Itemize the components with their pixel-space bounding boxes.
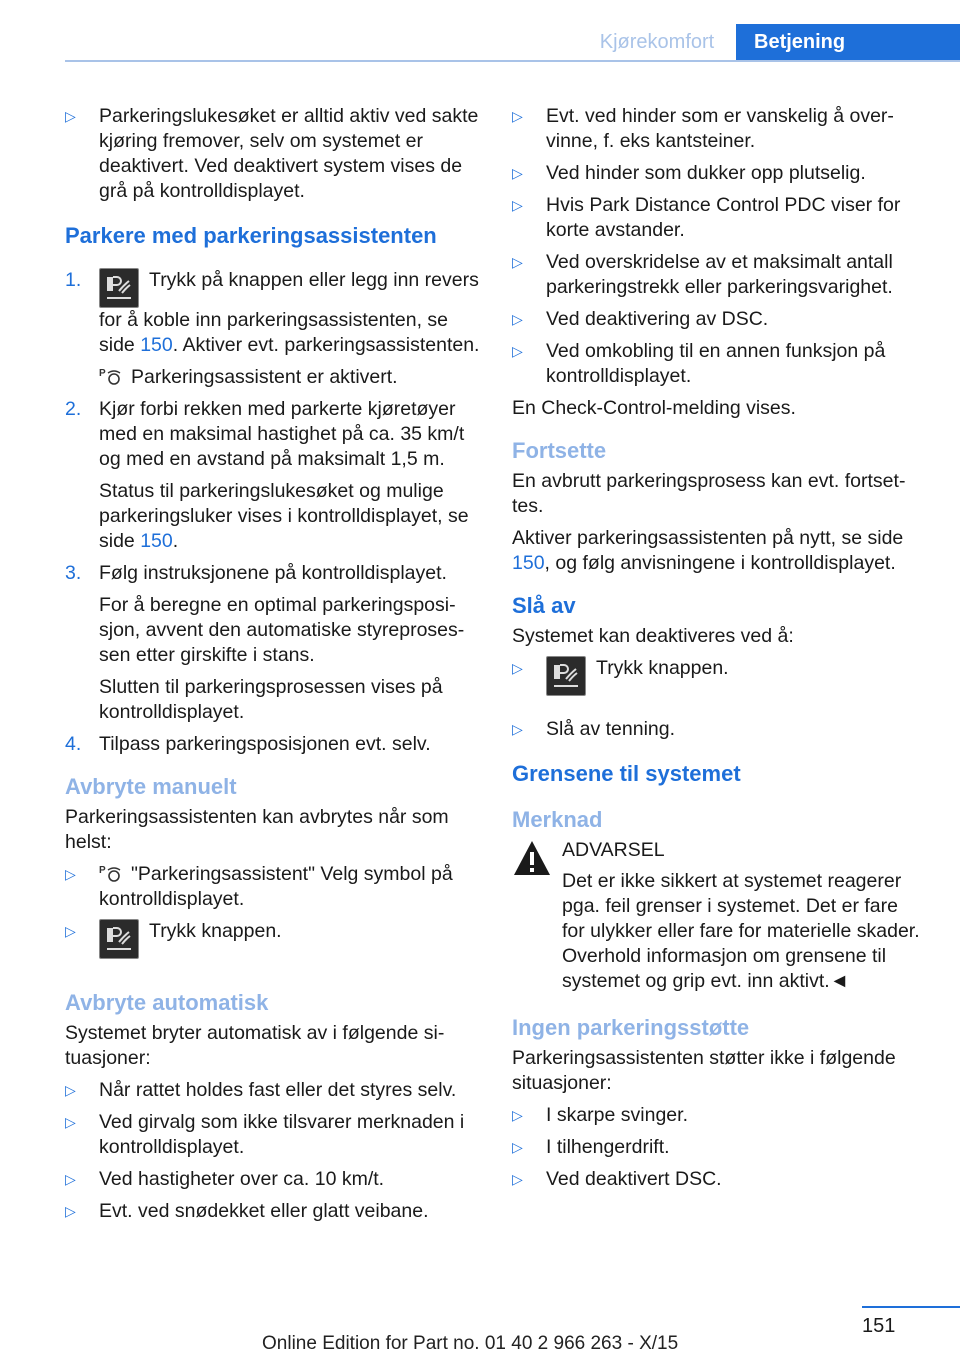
manual-list <box>65 862 480 973</box>
step-4: 4. Tilpass parkeringsposisjonen evt. selv. <box>65 733 431 755</box>
step-2: 2. Kjør forbi rekken med parkerte kjøretøyer med en maksimal hastighet på ca. 35 km/t og med en avstand på maksimalt 1,5 m. Status til parkeringslukesøket og mulige parkeringsluker vises i kontrolldisplayet, se side 150. <box>65 398 469 552</box>
triangle-bullet-icon: ▷ <box>512 311 523 327</box>
auto-intro: Systemet bryter automatisk av i følgende situasjoner: <box>65 1022 445 1069</box>
warning-text: Det er ikke sikkert at systemet reagerer pga. feil grenser i systemet. Det er fare for ulykker eller fare for materielle skader. Overhold informasjon om grensene til systemet og grip evt. inn aktivt.◄ <box>562 870 920 992</box>
svg-text:P: P <box>99 865 106 876</box>
step-1-status: P Parkeringsassistent er aktivert. <box>99 366 398 388</box>
triangle-bullet-icon: ▷ <box>65 1114 76 1130</box>
list-item: ▷ Ved hastigheter over ca. 10 km/t. <box>65 1168 385 1190</box>
heading-limits: Grensene til systemet <box>512 761 741 786</box>
heading-off: Slå av <box>512 593 576 618</box>
list-item: ▷ Slå av tenning. <box>512 718 676 740</box>
manual-intro: Parkeringsassistenten kan avbrytes når som helst: <box>65 806 449 853</box>
triangle-bullet-icon: ▷ <box>512 197 523 213</box>
triangle-bullet-icon: ▷ <box>512 1107 523 1123</box>
park-assist-button-icon <box>99 919 139 959</box>
footer-divider <box>862 1306 960 1308</box>
heading-note: Merknad <box>512 807 603 832</box>
auto-list-continued <box>512 104 922 389</box>
triangle-bullet-icon: ▷ <box>512 343 523 359</box>
heading-auto: Avbryte automatisk <box>65 990 269 1015</box>
triangle-bullet-icon: ▷ <box>512 1171 523 1187</box>
list-item: ▷ Trykk knappen. <box>512 656 922 710</box>
triangle-bullet-icon: ▷ <box>65 1171 76 1187</box>
list-item: ▷ Trykk knappen. <box>65 919 480 973</box>
triangle-bullet-icon: ▷ <box>65 108 76 124</box>
left-column <box>65 104 480 1231</box>
header-section: Kjørekomfort <box>599 31 715 53</box>
triangle-bullet-icon: ▷ <box>65 1203 76 1219</box>
heading-park: Parkere med parkeringsassistenten <box>65 223 437 248</box>
page-link[interactable]: 150 <box>140 530 173 552</box>
page-link[interactable]: 150 <box>512 552 545 574</box>
list-item: ▷ Evt. ved snødekket eller glatt veibane. <box>65 1200 429 1222</box>
heading-manual: Avbryte manuelt <box>65 774 237 799</box>
warning-block <box>512 838 922 882</box>
header-divider <box>65 60 960 62</box>
heading-continue: Fortsette <box>512 438 607 463</box>
check-control-note: En Check-Control-melding vises. <box>512 397 796 419</box>
page-link[interactable]: 150 <box>140 334 173 356</box>
list-item: ▷ I tilhengerdrift. <box>512 1136 670 1158</box>
list-item: ▷ Evt. ved hinder som er vanskelig å overvinne, f. eks kantsteiner. <box>512 105 894 152</box>
header-chapter-tab: Betjening <box>736 24 960 60</box>
warning-title: ADVARSEL <box>562 839 665 861</box>
list-item: ▷ Ved omkobling til en annen funksjon på kontrolldisplayet. <box>512 340 886 387</box>
triangle-bullet-icon: ▷ <box>512 1139 523 1155</box>
step-1: 1. Trykk på knappen eller legg inn revers for å koble inn parkeringsassistenten, se side 150. Aktiver evt. parkeringsassistenten. P Parkeringsassistent er aktivert. <box>65 269 480 388</box>
list-item: ▷ Ved deaktivering av DSC. <box>512 308 769 330</box>
off-list <box>512 656 922 742</box>
triangle-bullet-icon: ▷ <box>512 254 523 270</box>
triangle-bullet-icon: ▷ <box>65 866 76 882</box>
step-3: 3. Følg instruksjonene på kontrolldisplayet. For å beregne en optimal parkeringsposisjon, avvent den automatiske styreprosessen etter girskifte i stans. Slutten til parkeringsprosessen vises på kontrolldisplayet. <box>65 562 465 723</box>
list-item: ▷ Ved deaktivert DSC. <box>512 1168 722 1190</box>
triangle-bullet-icon: ▷ <box>512 108 523 124</box>
triangle-bullet-icon: ▷ <box>65 923 76 939</box>
auto-list <box>65 1078 480 1224</box>
list-item: ▷ Ved girvalg som ikke tilsvarer merknaden i kontrolldisplayet. <box>65 1111 465 1158</box>
park-assist-button-icon <box>99 268 139 308</box>
warning-triangle-icon <box>512 838 552 878</box>
right-column: ▷ Evt. ved hinder som er vanskelig å overvinne, f. eks kantsteiner. ▷ Ved hinder som dukker opp plutselig. ▷ Hvis Park Distance Control PDC viser for korte avstander. ▷ Ved overskridelse av et maksimalt antall parkeringstrekk eller parkeringsvarighet. ▷ Ved deaktivering av DSC. ▷ Ved omkobling til en annen funksjon på kontrolldisplayet. En Check-Control-melding vises. Fortsette En avbrutt parkeringsprosess kan evt. fortsettes. Aktiver parkeringsassistenten på nytt, se side 150, og følg anvisningene i kontrolldisplayet. Slå av Systemet kan deaktiveres ved å: ▷ Trykk knappen. ▷ Slå av tenning. Grensene til systemet Merknad ADVARSEL Det er ikke sikkert at systemet reagerer pga. feil grenser i systemet. Det er fare for ulykker eller fare for materielle skader. Overhold informasjon om grensene til systemet og grip evt. inn aktivt.◄ Ingen parkeringsstøtte Parkeringsassistenten støtter ikke i følgende situasjoner: ▷ I skarpe svinger. ▷ I tilhengerdrift. ▷ Ved deaktivert DSC. <box>512 104 922 1199</box>
list-item: ▷ Ved hinder som dukker opp plutselig. <box>512 162 866 184</box>
triangle-bullet-icon: ▷ <box>65 1082 76 1098</box>
list-item: ▷ I skarpe svinger. <box>512 1104 688 1126</box>
heading-nosupport: Ingen parkeringsstøtte <box>512 1015 750 1040</box>
list-item: ▷ Ved overskridelse av et maksimalt antall parkeringstrekk eller parkeringsvarighet. <box>512 251 893 298</box>
footer-edition: Online Edition for Part no. 01 40 2 966 263 - X/15 <box>262 1333 679 1354</box>
list-item: ▷ P "Parkeringsassistent" Velg symbol på kontrolldisplayet. <box>65 863 453 910</box>
nosupport-list <box>512 1103 922 1192</box>
triangle-bullet-icon: ▷ <box>512 660 523 676</box>
park-assist-button-icon <box>546 656 586 696</box>
list-item: ▷ Når rattet holdes fast eller det styres selv. <box>65 1079 457 1101</box>
intro-list <box>65 104 480 204</box>
list-item: ▷ Hvis Park Distance Control PDC viser for korte avstander. <box>512 194 901 241</box>
park-steps <box>65 268 480 757</box>
triangle-bullet-icon: ▷ <box>512 721 523 737</box>
list-item: ▷ Parkeringslukesøket er alltid aktiv ved sakte kjøring fremover, selv om systemet er deaktivert. Ved deaktivert system vises de grå på kontrolldisplayet. <box>65 105 479 202</box>
page-number: 151 <box>862 1315 896 1337</box>
svg-text:P: P <box>99 368 106 379</box>
triangle-bullet-icon: ▷ <box>512 165 523 181</box>
park-assist-display-icon <box>99 366 123 386</box>
park-assist-display-icon <box>99 863 123 883</box>
